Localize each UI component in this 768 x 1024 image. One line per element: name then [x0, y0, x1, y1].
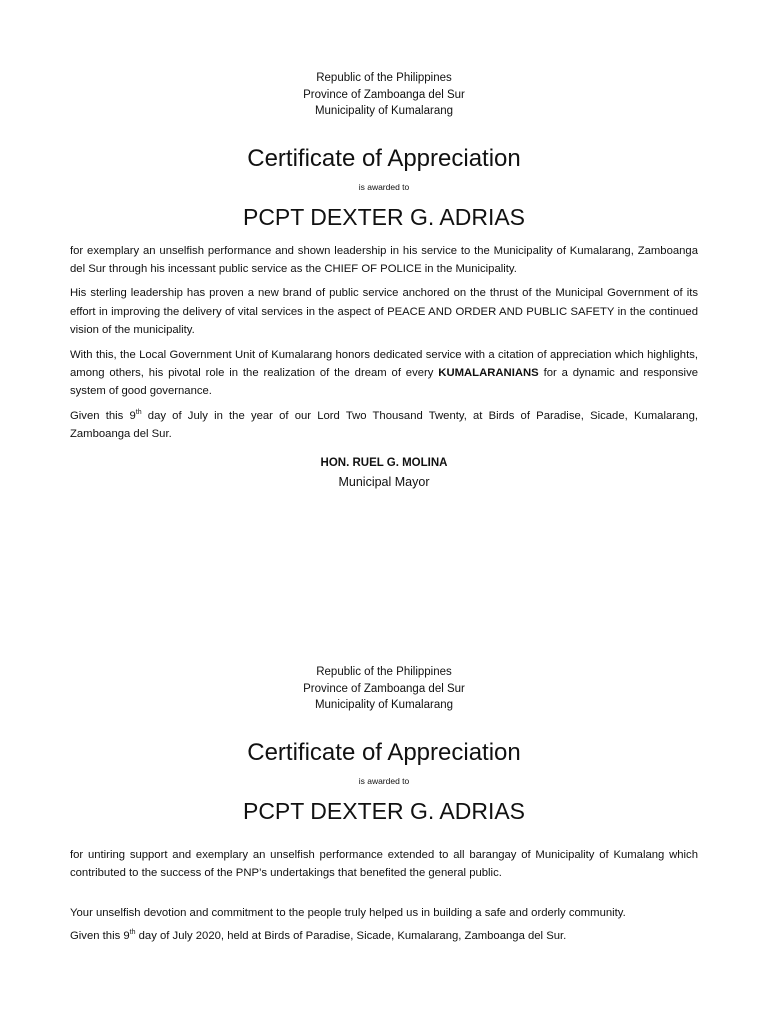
signatory-title: Municipal Mayor: [338, 474, 430, 489]
ordinal-suffix: th: [135, 408, 142, 416]
letterhead-line-3: Municipality of Kumalarang: [314, 699, 454, 711]
paragraph-text: day of July in the year of our Lord Two Thousand Twenty, at Birds of Paradise, Sicade, Kumalarang, Zamboanga del Sur.: [70, 409, 698, 441]
awarded-to-text: is awarded to: [358, 181, 410, 192]
letterhead: [70, 664, 698, 714]
body-paragraph-1: for untiring support and exemplary an unselfish performance extended to all barangay of Municipality of Kumalang which contributed to the success of the PNP’s undertakings that benefited the general public.: [70, 848, 698, 879]
body-paragraph-3: [70, 346, 698, 401]
paragraph-text: day of July 2020, held at Birds of Paradise, Sicade, Kumalarang, Zamboanga del Sur.: [135, 929, 567, 942]
body-paragraph-4: [70, 407, 698, 444]
body-paragraph-1: for exemplary an unselfish performance and shown leadership in his service to the Municipality of Kumalarang, Zamboanga del Sur through his incessant public service as the CHIEF OF POLICE in the Municipality.: [70, 244, 698, 275]
letterhead: [70, 70, 698, 120]
letterhead-line-1: Republic of the Philippines: [316, 666, 452, 678]
paragraph-text: Given this 9: [70, 409, 136, 422]
certificate-2: [70, 664, 698, 945]
letterhead-line-2: Province of Zamboanga del Sur: [303, 682, 465, 695]
certificate-body: [70, 846, 698, 946]
ordinal-suffix: th: [129, 928, 136, 936]
body-paragraph-3: [70, 927, 698, 945]
certificate-1: [70, 70, 698, 492]
emphasized-text: KUMALARANIANS: [438, 366, 539, 379]
paragraph-text: for a dynamic and responsive system of good governance.: [70, 366, 698, 398]
paragraph-text: With this, the Local Government Unit of Kumalarang honors dedicated service with a citation of appreciation which highlights, among others, his pivotal role in the realization of the dream of every: [70, 348, 698, 379]
body-paragraph-2: His sterling leadership has proven a new brand of public service anchored on the thrust of the Municipal Government of its effort in improving the delivery of vital services in the aspect of PEACE AND ORDER AND PUBLIC SAFETY in the continued vision of the municipality.: [70, 287, 698, 337]
signature-block: [70, 454, 698, 492]
certificate-title: Certificate of Appreciation: [247, 738, 521, 766]
letterhead-line-3: Municipality of Kumalarang: [314, 105, 454, 117]
awarded-to-text: is awarded to: [358, 775, 410, 786]
paragraph-text: Given this 9: [70, 929, 130, 942]
certificate-body: [70, 242, 698, 444]
letterhead-line-1: Republic of the Philippines: [316, 72, 452, 84]
recipient-name: PCPT DEXTER G. ADRIAS: [242, 203, 526, 230]
certificate-title: Certificate of Appreciation: [247, 144, 521, 172]
letterhead-line-2: Province of Zamboanga del Sur: [303, 88, 465, 101]
body-paragraph-2: Your unselfish devotion and commitment to the people truly helped us in building a safe and orderly community.: [70, 907, 626, 920]
signatory-name: HON. RUEL G. MOLINA: [320, 456, 448, 469]
recipient-name: PCPT DEXTER G. ADRIAS: [242, 797, 526, 824]
